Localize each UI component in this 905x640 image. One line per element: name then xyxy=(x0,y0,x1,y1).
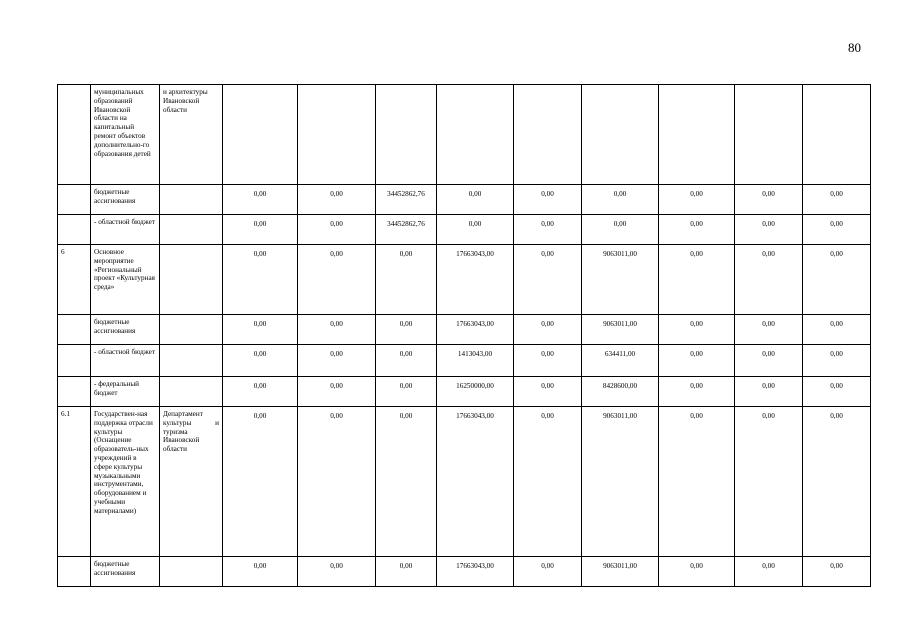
amount-cell xyxy=(735,85,803,185)
item-name-cell: - областной бюджет xyxy=(91,345,160,377)
item-name-cell: бюджетные ассигнования xyxy=(91,315,160,345)
amount-cell xyxy=(223,85,298,185)
amount-cell: 0,00 xyxy=(298,407,376,557)
amount-cell: 0,00 xyxy=(298,315,376,345)
amount-cell xyxy=(514,85,582,185)
table-row xyxy=(58,185,871,215)
amount-cell: 0,00 xyxy=(298,245,376,315)
table-row xyxy=(58,315,871,345)
row-number-cell xyxy=(58,557,91,587)
amount-cell: 0,00 xyxy=(735,407,803,557)
item-name-cell: бюджетные ассигнования xyxy=(91,557,160,587)
page-number: 80 xyxy=(848,40,861,55)
table-row xyxy=(58,345,871,377)
amount-cell: 0,00 xyxy=(514,215,582,245)
table-row xyxy=(58,557,871,587)
amount-cell: 8428600,00 xyxy=(582,377,659,407)
amount-cell: 0,00 xyxy=(803,315,871,345)
amount-cell: 0,00 xyxy=(803,557,871,587)
amount-cell: 0,00 xyxy=(803,377,871,407)
amount-cell xyxy=(376,85,437,185)
amount-cell: 0,00 xyxy=(223,185,298,215)
amount-cell: 17663043,00 xyxy=(437,557,514,587)
amount-cell: 9063011,00 xyxy=(582,557,659,587)
item-name-cell: - областной бюджет xyxy=(91,215,160,245)
amount-cell: 0,00 xyxy=(735,557,803,587)
amount-cell: 0,00 xyxy=(735,215,803,245)
row-number-cell: 6.1 xyxy=(58,407,91,557)
amount-cell: 0,00 xyxy=(298,377,376,407)
amount-cell: 0,00 xyxy=(376,315,437,345)
table-row xyxy=(58,407,871,557)
row-number-cell: 6 xyxy=(58,245,91,315)
department-cell xyxy=(160,377,223,407)
amount-cell: 0,00 xyxy=(803,245,871,315)
amount-cell: 0,00 xyxy=(659,345,735,377)
amount-cell xyxy=(437,85,514,185)
table-row xyxy=(58,85,871,185)
amount-cell: 0,00 xyxy=(582,185,659,215)
amount-cell: 0,00 xyxy=(514,557,582,587)
department-cell xyxy=(160,185,223,215)
amount-cell: 0,00 xyxy=(223,345,298,377)
amount-cell: 34452862,76 xyxy=(376,215,437,245)
department-cell xyxy=(160,245,223,315)
amount-cell: 0,00 xyxy=(223,377,298,407)
amount-cell: 0,00 xyxy=(735,377,803,407)
amount-cell xyxy=(582,85,659,185)
amount-cell: 0,00 xyxy=(735,185,803,215)
amount-cell: 1413043,00 xyxy=(437,345,514,377)
amount-cell: 0,00 xyxy=(735,345,803,377)
item-name-cell: муниципальных образований Ивановской области на капитальный ремонт объектов дополнительно-го образования детей xyxy=(91,85,160,185)
amount-cell: 0,00 xyxy=(376,345,437,377)
amount-cell xyxy=(298,85,376,185)
amount-cell: 0,00 xyxy=(223,407,298,557)
amount-cell: 0,00 xyxy=(582,215,659,245)
amount-cell: 0,00 xyxy=(514,407,582,557)
amount-cell: 0,00 xyxy=(659,377,735,407)
department-cell xyxy=(160,315,223,345)
amount-cell: 0,00 xyxy=(659,557,735,587)
amount-cell: 0,00 xyxy=(735,245,803,315)
row-number-cell xyxy=(58,315,91,345)
department-cell xyxy=(160,345,223,377)
row-number-cell xyxy=(58,215,91,245)
item-name-cell: Основное мероприятие «Региональный проект «Культурная среда» xyxy=(91,245,160,315)
amount-cell: 0,00 xyxy=(803,185,871,215)
department-cell xyxy=(160,215,223,245)
amount-cell: 0,00 xyxy=(803,345,871,377)
amount-cell: 0,00 xyxy=(376,377,437,407)
row-number-cell xyxy=(58,185,91,215)
amount-cell: 0,00 xyxy=(298,557,376,587)
amount-cell: 0,00 xyxy=(437,185,514,215)
amount-cell: 0,00 xyxy=(803,407,871,557)
amount-cell: 0,00 xyxy=(376,245,437,315)
amount-cell: 0,00 xyxy=(514,315,582,345)
amount-cell: 0,00 xyxy=(376,407,437,557)
amount-cell: 0,00 xyxy=(298,345,376,377)
amount-cell xyxy=(803,85,871,185)
amount-cell: 0,00 xyxy=(735,315,803,345)
table-row xyxy=(58,215,871,245)
row-number-cell xyxy=(58,85,91,185)
table-row xyxy=(58,245,871,315)
amount-cell: 9063011,00 xyxy=(582,245,659,315)
amount-cell: 16250000,00 xyxy=(437,377,514,407)
amount-cell: 0,00 xyxy=(659,407,735,557)
amount-cell: 9063011,00 xyxy=(582,315,659,345)
amount-cell: 0,00 xyxy=(376,557,437,587)
amount-cell: 0,00 xyxy=(223,557,298,587)
amount-cell: 0,00 xyxy=(659,185,735,215)
amount-cell xyxy=(659,85,735,185)
department-cell xyxy=(160,557,223,587)
budget-table xyxy=(57,84,871,587)
row-number-cell xyxy=(58,377,91,407)
amount-cell: 0,00 xyxy=(437,215,514,245)
department-cell: Департамент культуры и туризма Ивановской области xyxy=(160,407,223,557)
amount-cell: 17663043,00 xyxy=(437,245,514,315)
amount-cell: 17663043,00 xyxy=(437,315,514,345)
amount-cell: 17663043,00 xyxy=(437,407,514,557)
amount-cell: 0,00 xyxy=(298,185,376,215)
amount-cell: 0,00 xyxy=(803,215,871,245)
amount-cell: 0,00 xyxy=(659,245,735,315)
amount-cell: 0,00 xyxy=(223,215,298,245)
item-name-cell: - федеральный бюджет xyxy=(91,377,160,407)
table-row xyxy=(58,377,871,407)
row-number-cell xyxy=(58,345,91,377)
department-cell: и архитектуры Ивановской области xyxy=(160,85,223,185)
amount-cell: 0,00 xyxy=(514,377,582,407)
amount-cell: 0,00 xyxy=(659,315,735,345)
amount-cell: 0,00 xyxy=(514,345,582,377)
item-name-cell: бюджетные ассигнования xyxy=(91,185,160,215)
amount-cell: 0,00 xyxy=(514,185,582,215)
item-name-cell: Государствен-ная поддержка отрасли культуры (Оснащение образователь-ных учреждений в сфере культуры музыкальными инструментами, оборудованием и учебными материалами) xyxy=(91,407,160,557)
amount-cell: 0,00 xyxy=(223,245,298,315)
amount-cell: 0,00 xyxy=(298,215,376,245)
amount-cell: 634411,00 xyxy=(582,345,659,377)
amount-cell: 0,00 xyxy=(659,215,735,245)
amount-cell: 9063011,00 xyxy=(582,407,659,557)
amount-cell: 0,00 xyxy=(514,245,582,315)
amount-cell: 34452862,76 xyxy=(376,185,437,215)
amount-cell: 0,00 xyxy=(223,315,298,345)
